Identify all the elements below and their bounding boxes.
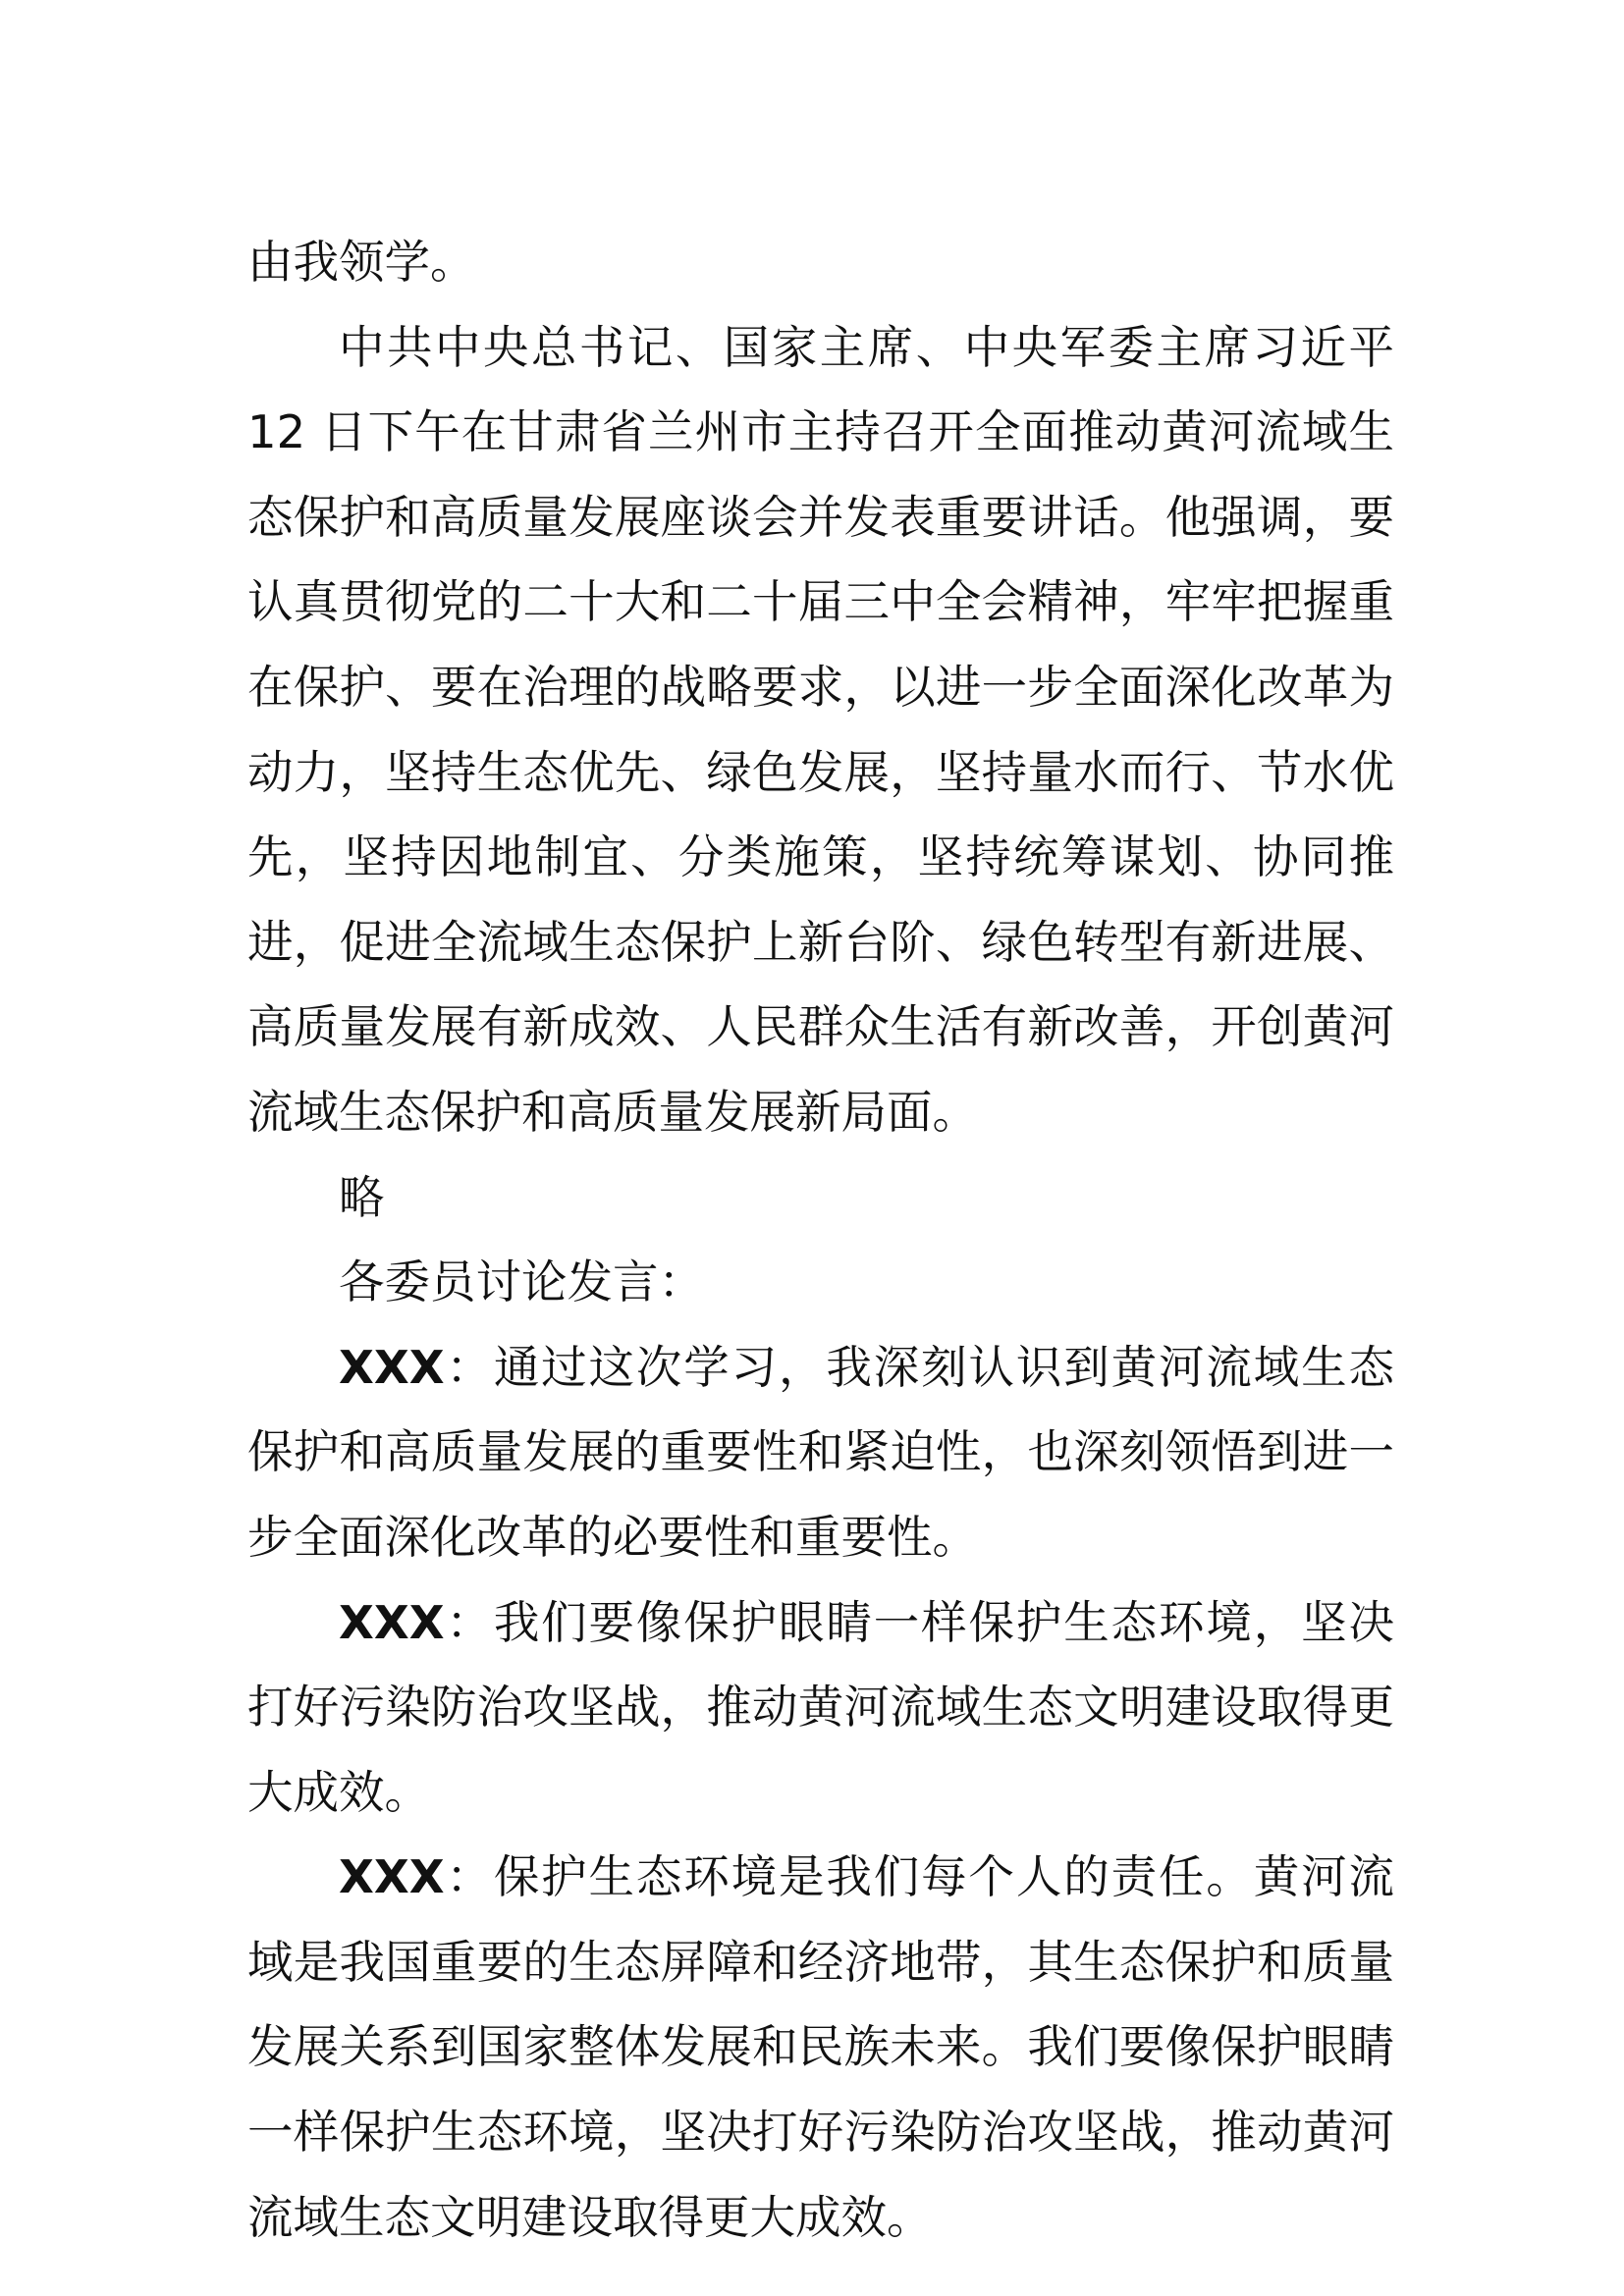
news-paragraph: 中共中央总书记、国家主席、中央军委主席习近平 12 日下午在甘肃省兰州市主持召开全面推动黄河流域生态保护和高质量发展座谈会并发表重要讲话。他强调，要认真贯彻党的二十大和二十届三中全会精神，牢牢把握重在保护、要在治理的战略要求，以进一步全面深化改革为动力，坚持生态优先、绿色发展，坚持量水而行、节水优先，坚持因地制宜、分类施策，坚持统筹谋划、协同推进，促进全流域生态保护上新台阶、绿色转型有新进展、高质量发展有新成效、人民群众生活有新改善，开创黄河流域生态保护和高质量发展新局面。 — [247, 320, 1394, 1139]
speaker-name: XXX — [339, 1595, 445, 1649]
speaker-name: XXX — [339, 1850, 445, 1904]
speaker-name: XXX — [339, 1340, 445, 1394]
speech-paragraph — [247, 1325, 1394, 1580]
opening-line: 由我领学。 — [247, 236, 476, 289]
speaker-separator: ： — [444, 1850, 494, 1904]
speech-text: 通过这次学习，我深刻认识到黄河流域生态保护和高质量发展的重要性和紧迫性，也深刻领悟到进一步全面深化改革的必要性和重要性。 — [247, 1340, 1395, 1564]
omitted-marker: 略 — [339, 1170, 385, 1224]
speech-paragraph — [247, 1580, 1394, 1836]
speech-paragraph — [247, 1835, 1394, 2260]
speech-text: 保护生态环境是我们每个人的责任。黄河流域是我国重要的生态屏障和经济地带，其生态保护和质量发展关系到国家整体发展和民族未来。我们要像保护眼睛一样保护生态环境，坚决打好污染防治攻坚战，推动黄河流域生态文明建设取得更大成效。 — [247, 1850, 1395, 2244]
document-body — [247, 220, 1394, 2260]
speaker-separator: ： — [444, 1595, 494, 1649]
speech-text: 我们要像保护眼睛一样保护生态环境，坚决打好污染防治攻坚战，推动黄河流域生态文明建设取得更大成效。 — [247, 1595, 1395, 1819]
speaker-separator: ： — [444, 1340, 494, 1394]
discussion-heading: 各委员讨论发言： — [339, 1255, 704, 1309]
